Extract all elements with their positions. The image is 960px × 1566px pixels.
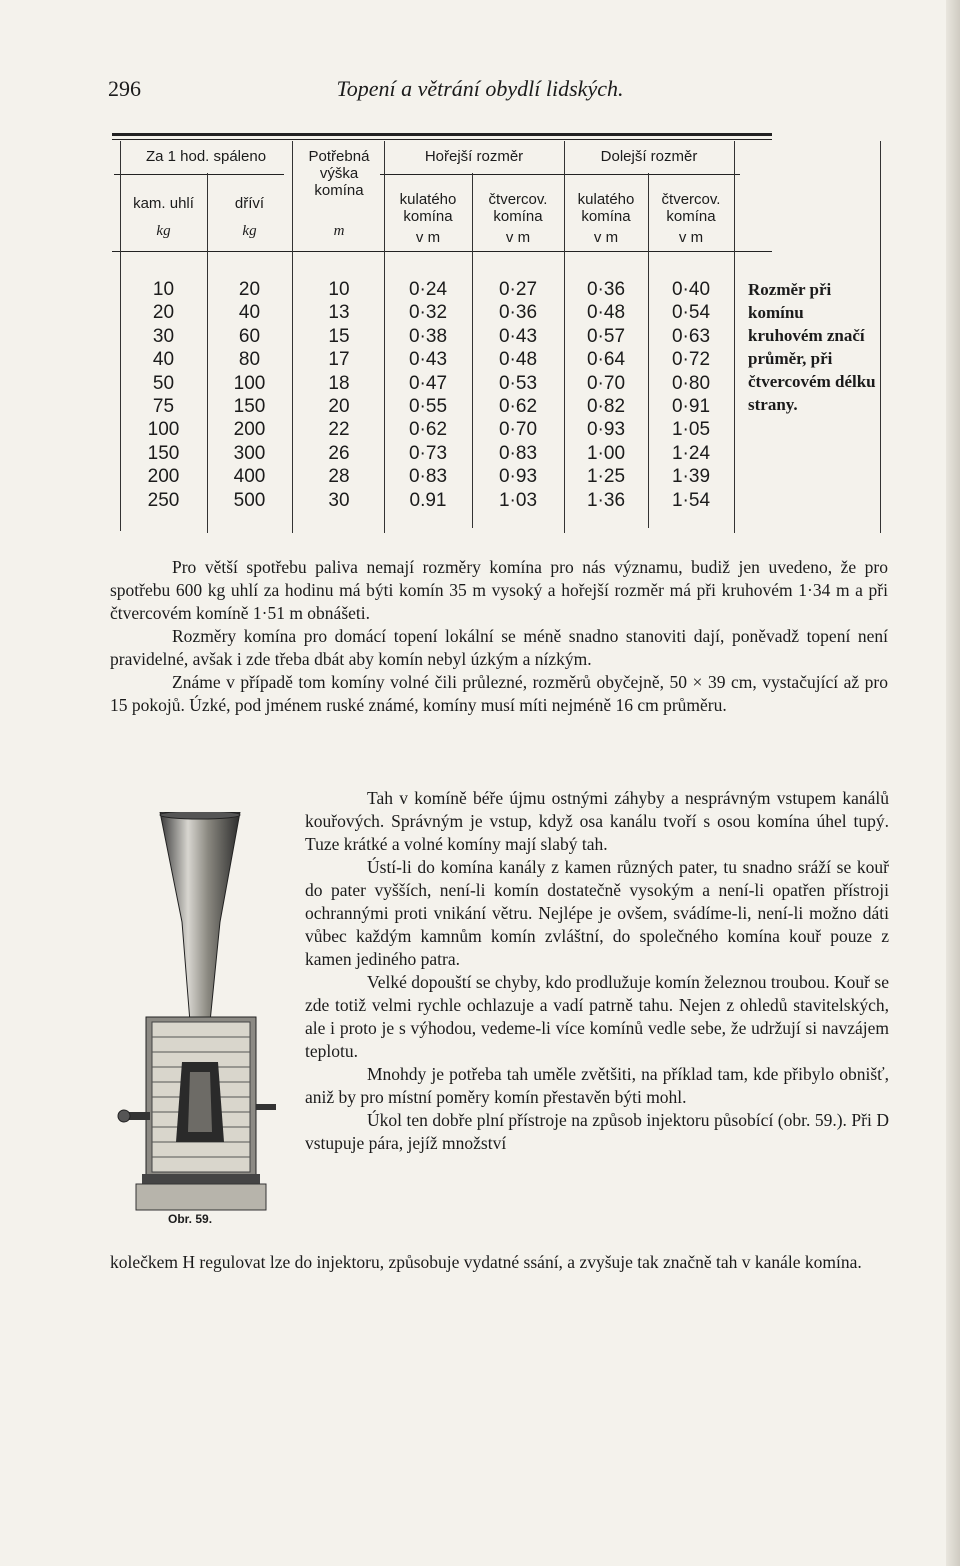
header-bottom-rule — [112, 251, 772, 252]
table-cell: 500 — [233, 489, 266, 511]
table-cell: 0.91 — [409, 489, 447, 511]
table-cell: 13 — [328, 302, 350, 324]
running-title: Topení a větrání obydlí lidských. — [336, 76, 624, 101]
paragraph: Pro větší spotřebu paliva nemají rozměry komína pro nás významu, budiž jen uvedeno, že pro spotřebu 600 kg uhlí za hodinu má býti komín 35 m vysoký a hořejší rozměr má při kruhovém 1·34 m a při čtvercovém komíně 1·51 m obnášeti. — [110, 557, 888, 623]
unit-lower-round: v m — [593, 229, 619, 246]
table-cell: 1·36 — [586, 489, 626, 511]
table-cell: 0·54 — [671, 302, 711, 324]
table-cell: 30 — [328, 489, 350, 511]
table-cell: 0·36 — [498, 302, 538, 324]
table-cell: 300 — [233, 442, 266, 464]
table-cell: 1·24 — [671, 442, 711, 464]
paragraph: Velké dopouští se chyby, kdo prodlužuje komín železnou troubou. Kouř se zde totiž velmi rychle ochlazuje a vadí patrně tahu. Nejen z ohledů stavitelských, ale i proto je s výhodou, vedeme-li více komínů vedle sebe, že udržují si navzájem teplotu. — [305, 972, 889, 1061]
table-cell: 400 — [233, 466, 266, 488]
table-cell: 0·72 — [671, 349, 711, 371]
unit-wood: kg — [242, 223, 257, 239]
table-cell: 1·54 — [671, 489, 711, 511]
paragraph: Ústí-li do komína kanály z kamen různých pater, tu snadno sráží se kouř do pater vyšších, není-li komín dostatečně vysokým a není-li opatřen přístroji ochrannými proti vnikání větru. Nejlépe je ovšem, svádíme-li, není-li možno dáti vůbec každým kamnům komín zvláštní, do společného komína kouř pouze z kamen jediného patra. — [305, 857, 889, 969]
text-block-side — [305, 787, 889, 1155]
chimney-dimensions-table — [112, 133, 884, 533]
subheader-lower-round: kulatého komína — [577, 191, 635, 225]
table-cell: 0·93 — [498, 466, 538, 488]
header-upper: Hořejší rozměr — [424, 148, 524, 165]
table-cell: 0·93 — [586, 419, 626, 441]
steam-injector-illustration-icon — [112, 812, 292, 1212]
table-cell: 200 — [147, 466, 180, 488]
paragraph: Rozměry komína pro domácí topení lokální se méně snadno stanoviti dají, poněvadž topení není pravidelné, avšak i zde třeba dbát aby komín nebyl úzkým a nízkým. — [110, 626, 888, 669]
text-block-top — [110, 556, 888, 717]
table-cell: 40 — [152, 349, 175, 371]
paragraph: Mnohdy je potřeba tah uměle zvětšiti, na příklad tam, kde přibylo obnišť, aniž by pro místní poměry komín přestavěn býti mohl. — [305, 1064, 889, 1107]
table-cell: 20 — [328, 396, 350, 417]
table-cell: 200 — [233, 419, 266, 441]
table-cell: 0·83 — [408, 466, 448, 488]
table-cell: 1·05 — [671, 419, 711, 441]
figure-caption: Obr. 59. — [168, 1212, 213, 1226]
table-cell: 40 — [238, 302, 261, 324]
header-divider — [114, 174, 284, 175]
table-cell: 30 — [152, 325, 175, 347]
table-cell: 75 — [152, 396, 175, 417]
table-cell: 100 — [233, 372, 266, 394]
table-cell: 17 — [328, 349, 350, 371]
table-cell: 0·63 — [671, 325, 711, 347]
header-height: Potřebná výška komína — [308, 148, 370, 199]
table-cell: 1·00 — [586, 442, 626, 464]
table-cell: 0·64 — [586, 349, 626, 371]
unit-upper-round: v m — [415, 229, 441, 246]
table-note: Rozměr při komínu kruhovém značí průměr, při čtvercovém délku strany. — [748, 280, 876, 414]
table-cell: 0·73 — [408, 442, 448, 464]
table-cell: 1·39 — [671, 466, 711, 488]
table-cell: 10 — [152, 279, 175, 300]
table-cell: 0·47 — [408, 372, 448, 394]
column-line — [734, 141, 735, 533]
table-cell: 60 — [238, 325, 261, 347]
table-cell: 20 — [238, 279, 261, 300]
table-cell: 0·24 — [408, 279, 448, 300]
table-cell: 0·43 — [408, 349, 448, 371]
table-cell: 0·57 — [586, 325, 626, 347]
column-line — [292, 141, 293, 533]
table-cell: 100 — [147, 419, 180, 441]
paragraph: kolečkem H regulovat lze do injektoru, způsobuje vydatné ssání, a zvyšuje tak značně tah v kanále komína. — [110, 1252, 862, 1272]
table-cell: 0·83 — [498, 442, 538, 464]
table-cell: 50 — [152, 372, 175, 394]
unit-lower-square: v m — [678, 229, 704, 246]
table-cell: 0·82 — [586, 396, 626, 417]
table-cell: 18 — [328, 372, 350, 394]
header-lower: Dolejší rozměr — [600, 148, 698, 165]
figure-injector — [112, 812, 292, 1212]
table-top-rule-thin — [112, 139, 772, 140]
table-cell: 0·40 — [671, 279, 711, 300]
subheader-lower-square: čtvercov. komína — [661, 191, 721, 225]
table-cell: 0·43 — [498, 325, 538, 347]
table-cell: 0·70 — [586, 372, 626, 394]
table-cell: 26 — [328, 442, 350, 464]
paragraph: Známe v případě tom komíny volné čili průlezné, rozměrů obyčejně, 50 × 39 cm, vystačující až pro 15 pokojů. Úzké, pod jménem ruské známé, komíny musí míti nejméně 16 cm průměru. — [110, 672, 888, 715]
header-burned: Za 1 hod. spáleno — [145, 148, 267, 165]
unit-coal: kg — [156, 223, 171, 239]
table-cell: 1·25 — [586, 466, 626, 488]
subheader-upper-round: kulatého komína — [399, 191, 457, 225]
table-cell: 0·70 — [498, 419, 538, 441]
table-cell: 0·80 — [671, 372, 711, 394]
column-line — [880, 141, 881, 533]
page-number: 296 — [108, 76, 141, 101]
table-cell: 1·03 — [498, 489, 538, 511]
table-cell: 10 — [328, 279, 350, 300]
table-cell: 0·32 — [408, 302, 448, 324]
text-block-bottom — [110, 1251, 888, 1274]
paragraph: Tah v komíně béře újmu ostnými záhyby a nesprávným vstupem kanálů kouřových. Správným je vstup, když osa kanálu tvoří s osou komína úhel tupý. Tuze krátké a volné komíny mají slabý tah. — [305, 788, 889, 854]
table-cell: 0·62 — [498, 396, 538, 417]
table-cell: 0·48 — [586, 302, 626, 324]
header-divider — [560, 174, 740, 175]
table-cell: 0·48 — [498, 349, 538, 371]
paragraph: Úkol ten dobře plní přístroje na způsob injektoru působící (obr. 59.). Při D vstupuje pára, jejíž množství — [305, 1110, 889, 1153]
table-cell: 150 — [233, 396, 266, 417]
unit-upper-square: v m — [505, 229, 531, 246]
header-divider — [380, 174, 560, 175]
subheader-coal: kam. uhlí — [133, 195, 194, 212]
table-top-rule — [112, 133, 772, 136]
table-cell: 250 — [147, 489, 180, 511]
table-cell: 0·55 — [408, 396, 448, 417]
table-cell: 0·62 — [408, 419, 448, 441]
table-cell: 0·91 — [671, 396, 711, 417]
table-cell: 0·38 — [408, 325, 448, 347]
table-cell: 22 — [328, 419, 350, 441]
page-edge — [946, 0, 960, 1566]
table-cell: 20 — [152, 302, 175, 324]
table-cell: 0·36 — [586, 279, 626, 300]
unit-height: m — [333, 223, 345, 239]
subheader-wood: dříví — [234, 195, 265, 212]
table-cell: 28 — [328, 466, 350, 488]
table-cell: 80 — [238, 349, 261, 371]
table-cell: 15 — [328, 325, 350, 347]
table-cell: 0·27 — [498, 279, 538, 300]
subheader-upper-square: čtvercov. komína — [488, 191, 548, 225]
table-cell: 150 — [147, 442, 180, 464]
table-cell: 0·53 — [498, 372, 538, 394]
